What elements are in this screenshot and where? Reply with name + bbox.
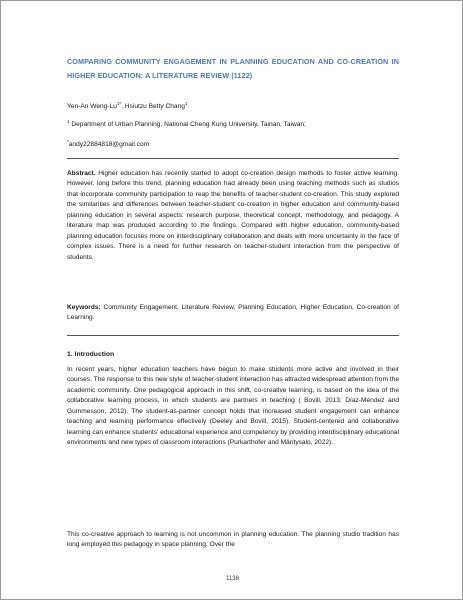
- author-separator: ,: [121, 103, 125, 111]
- corresponding-email: [67, 137, 399, 150]
- author-name: Hsiutzu Betty Chang: [124, 103, 185, 111]
- author-affiliation-marker: 1*: [116, 101, 122, 106]
- paper-title: COMPARING COMMUNITY ENGAGEMENT IN PLANNING EDUCATION AND CO-CREATION IN HIGHER EDUCATION: A LITERATURE REVIEW (1122): [67, 57, 399, 80]
- author-affiliation-marker: 1: [184, 101, 188, 106]
- keywords-label: Keywords:: [67, 304, 101, 311]
- keywords-text: Community Engagement, Literature Review, Planning Education, Higher Education, Co-creation of Learning.: [67, 304, 399, 322]
- abstract: [67, 169, 399, 263]
- author-name: Yen-An Weng-Lu: [67, 103, 117, 111]
- body-paragraph: In recent years, higher education teachers have begun to make students more active and involved in their courses. The response to this new style of teacher-student interaction has attracted widespread attention from the academic community. One pedagogical approach in this shift, co-creative learning, is based on the idea of the collaborative learning process, in which students are partners in teaching ( Bovill, 2013; Díaz-Méndez and Gummesson, 2012). The student-as-partner concept holds that increased student engagement can enhance teaching and learning performance effectively (Deeley and Bovill, 2015). Student-centered and collaborative learning can enhance students' educational experience and competency by providing interdisciplinary educational environments and new types of classroom interactions (Purkarthofer and Mäntysalo, 2022).: [67, 366, 399, 447]
- abstract-divider: [67, 335, 399, 336]
- affiliation: [67, 117, 399, 130]
- keywords: [67, 303, 399, 324]
- email-address: andy22884818@gmail.com: [68, 141, 150, 149]
- affiliation-marker: 1: [67, 119, 70, 124]
- corresponding-marker: *: [67, 139, 69, 144]
- section-heading: 1. Introduction: [67, 351, 115, 358]
- abstract-text: Higher education has recently started to adopt co-creation design methods to foster active learning. However, long before this trend, planning education had already been using teaching methods such as studios that incorporate community participation to reap the benefits of teacher-student co-creation. This study explored the similarities and differences between teacher-student co-creation in higher education and community-based planning education in several aspects: research purpose, theoretical concept, methodology, and pedagogy. A literature map was produced according to the findings. Compared with higher education, community-based planning education focuses more on interdisciplinary collaboration and deals with more uncertainty in the face of complex issues. There is a need for further research on teacher-student interaction from the perspective of students.: [67, 170, 399, 261]
- abstract-label: Abstract.: [67, 170, 96, 177]
- page-number: 1138: [226, 576, 239, 582]
- author-list: [67, 99, 399, 112]
- header-divider: [67, 158, 399, 159]
- affiliation-text: Department of Urban Planning, National Cheng Kung University, Tainan, Taiwan;: [69, 121, 306, 129]
- body-paragraph: This co-creative approach to learning is not uncommon in planning education. The planning studio tradition has long employed this pedagogy in space planning. Over the: [67, 531, 399, 549]
